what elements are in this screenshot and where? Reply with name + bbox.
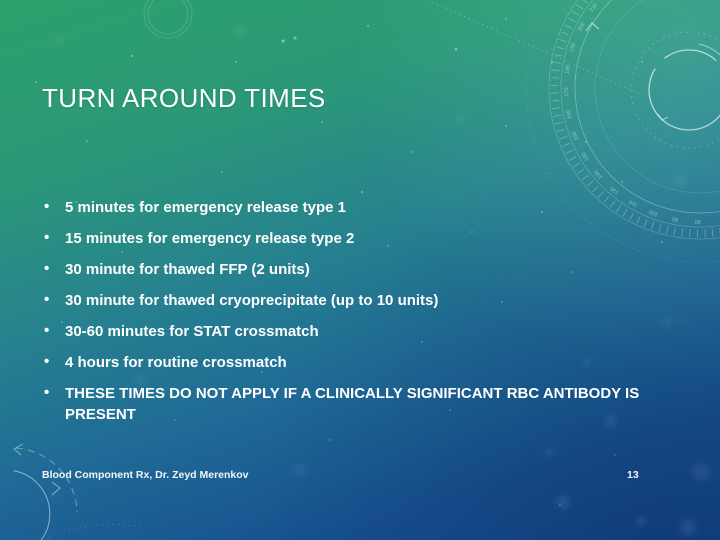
page-number: 13 — [627, 469, 639, 481]
svg-text:120: 120 — [609, 184, 621, 196]
bullet-text: 4 hours for routine crossmatch — [65, 354, 287, 371]
footer-text: Blood Component Rx, Dr. Zeyd Merenkov — [42, 469, 249, 481]
chevron-small-icon — [658, 114, 668, 120]
arrow-left-icon — [14, 444, 23, 455]
svg-text:90: 90 — [671, 215, 679, 223]
svg-text:200: 200 — [577, 21, 587, 33]
bullet-item — [42, 197, 642, 218]
svg-text:180: 180 — [564, 64, 572, 75]
chevron-up-icon — [586, 23, 599, 31]
double-circle-decoration — [144, 0, 192, 38]
svg-text:160: 160 — [565, 109, 574, 120]
bullet-text: 30 minute for thawed cryoprecipitate (up to 10 units) — [65, 292, 439, 309]
bullet-item — [42, 383, 642, 425]
bullet-text: 15 minutes for emergency release type 2 — [65, 230, 355, 247]
bottom-left-arcs-decoration — [14, 444, 142, 540]
svg-text:80: 80 — [694, 217, 701, 225]
bullet-text: 5 minutes for emergency release type 1 — [65, 199, 346, 216]
bullet-item — [42, 228, 642, 249]
bullet-text: 30-60 minutes for STAT crossmatch — [65, 323, 319, 340]
orbit-circle-decoration — [631, 32, 720, 148]
svg-text:140: 140 — [580, 150, 591, 162]
bullet-item — [42, 352, 642, 373]
svg-text:190: 190 — [568, 42, 578, 53]
svg-text:100: 100 — [648, 208, 660, 218]
slide-title: TURN AROUND TIMES — [42, 83, 326, 113]
svg-text:130: 130 — [593, 168, 605, 180]
bullet-item — [42, 321, 642, 342]
dotted-line-decoration — [432, 2, 640, 97]
bullet-item — [42, 259, 642, 280]
bullet-text: 30 minute for thawed FFP (2 units) — [65, 261, 310, 278]
svg-text:110: 110 — [627, 198, 639, 208]
arrow-up-right-icon — [52, 482, 60, 495]
svg-text:150: 150 — [571, 130, 581, 142]
svg-text:210: 210 — [588, 2, 600, 14]
bullet-item — [42, 290, 642, 311]
bullet-list — [42, 197, 642, 435]
bullet-text: THESE TIMES DO NOT APPLY IF A CLINICALLY SIGNIFICANT RBC ANTIBODY IS PRESENT — [65, 385, 640, 423]
svg-text:170: 170 — [563, 87, 571, 97]
